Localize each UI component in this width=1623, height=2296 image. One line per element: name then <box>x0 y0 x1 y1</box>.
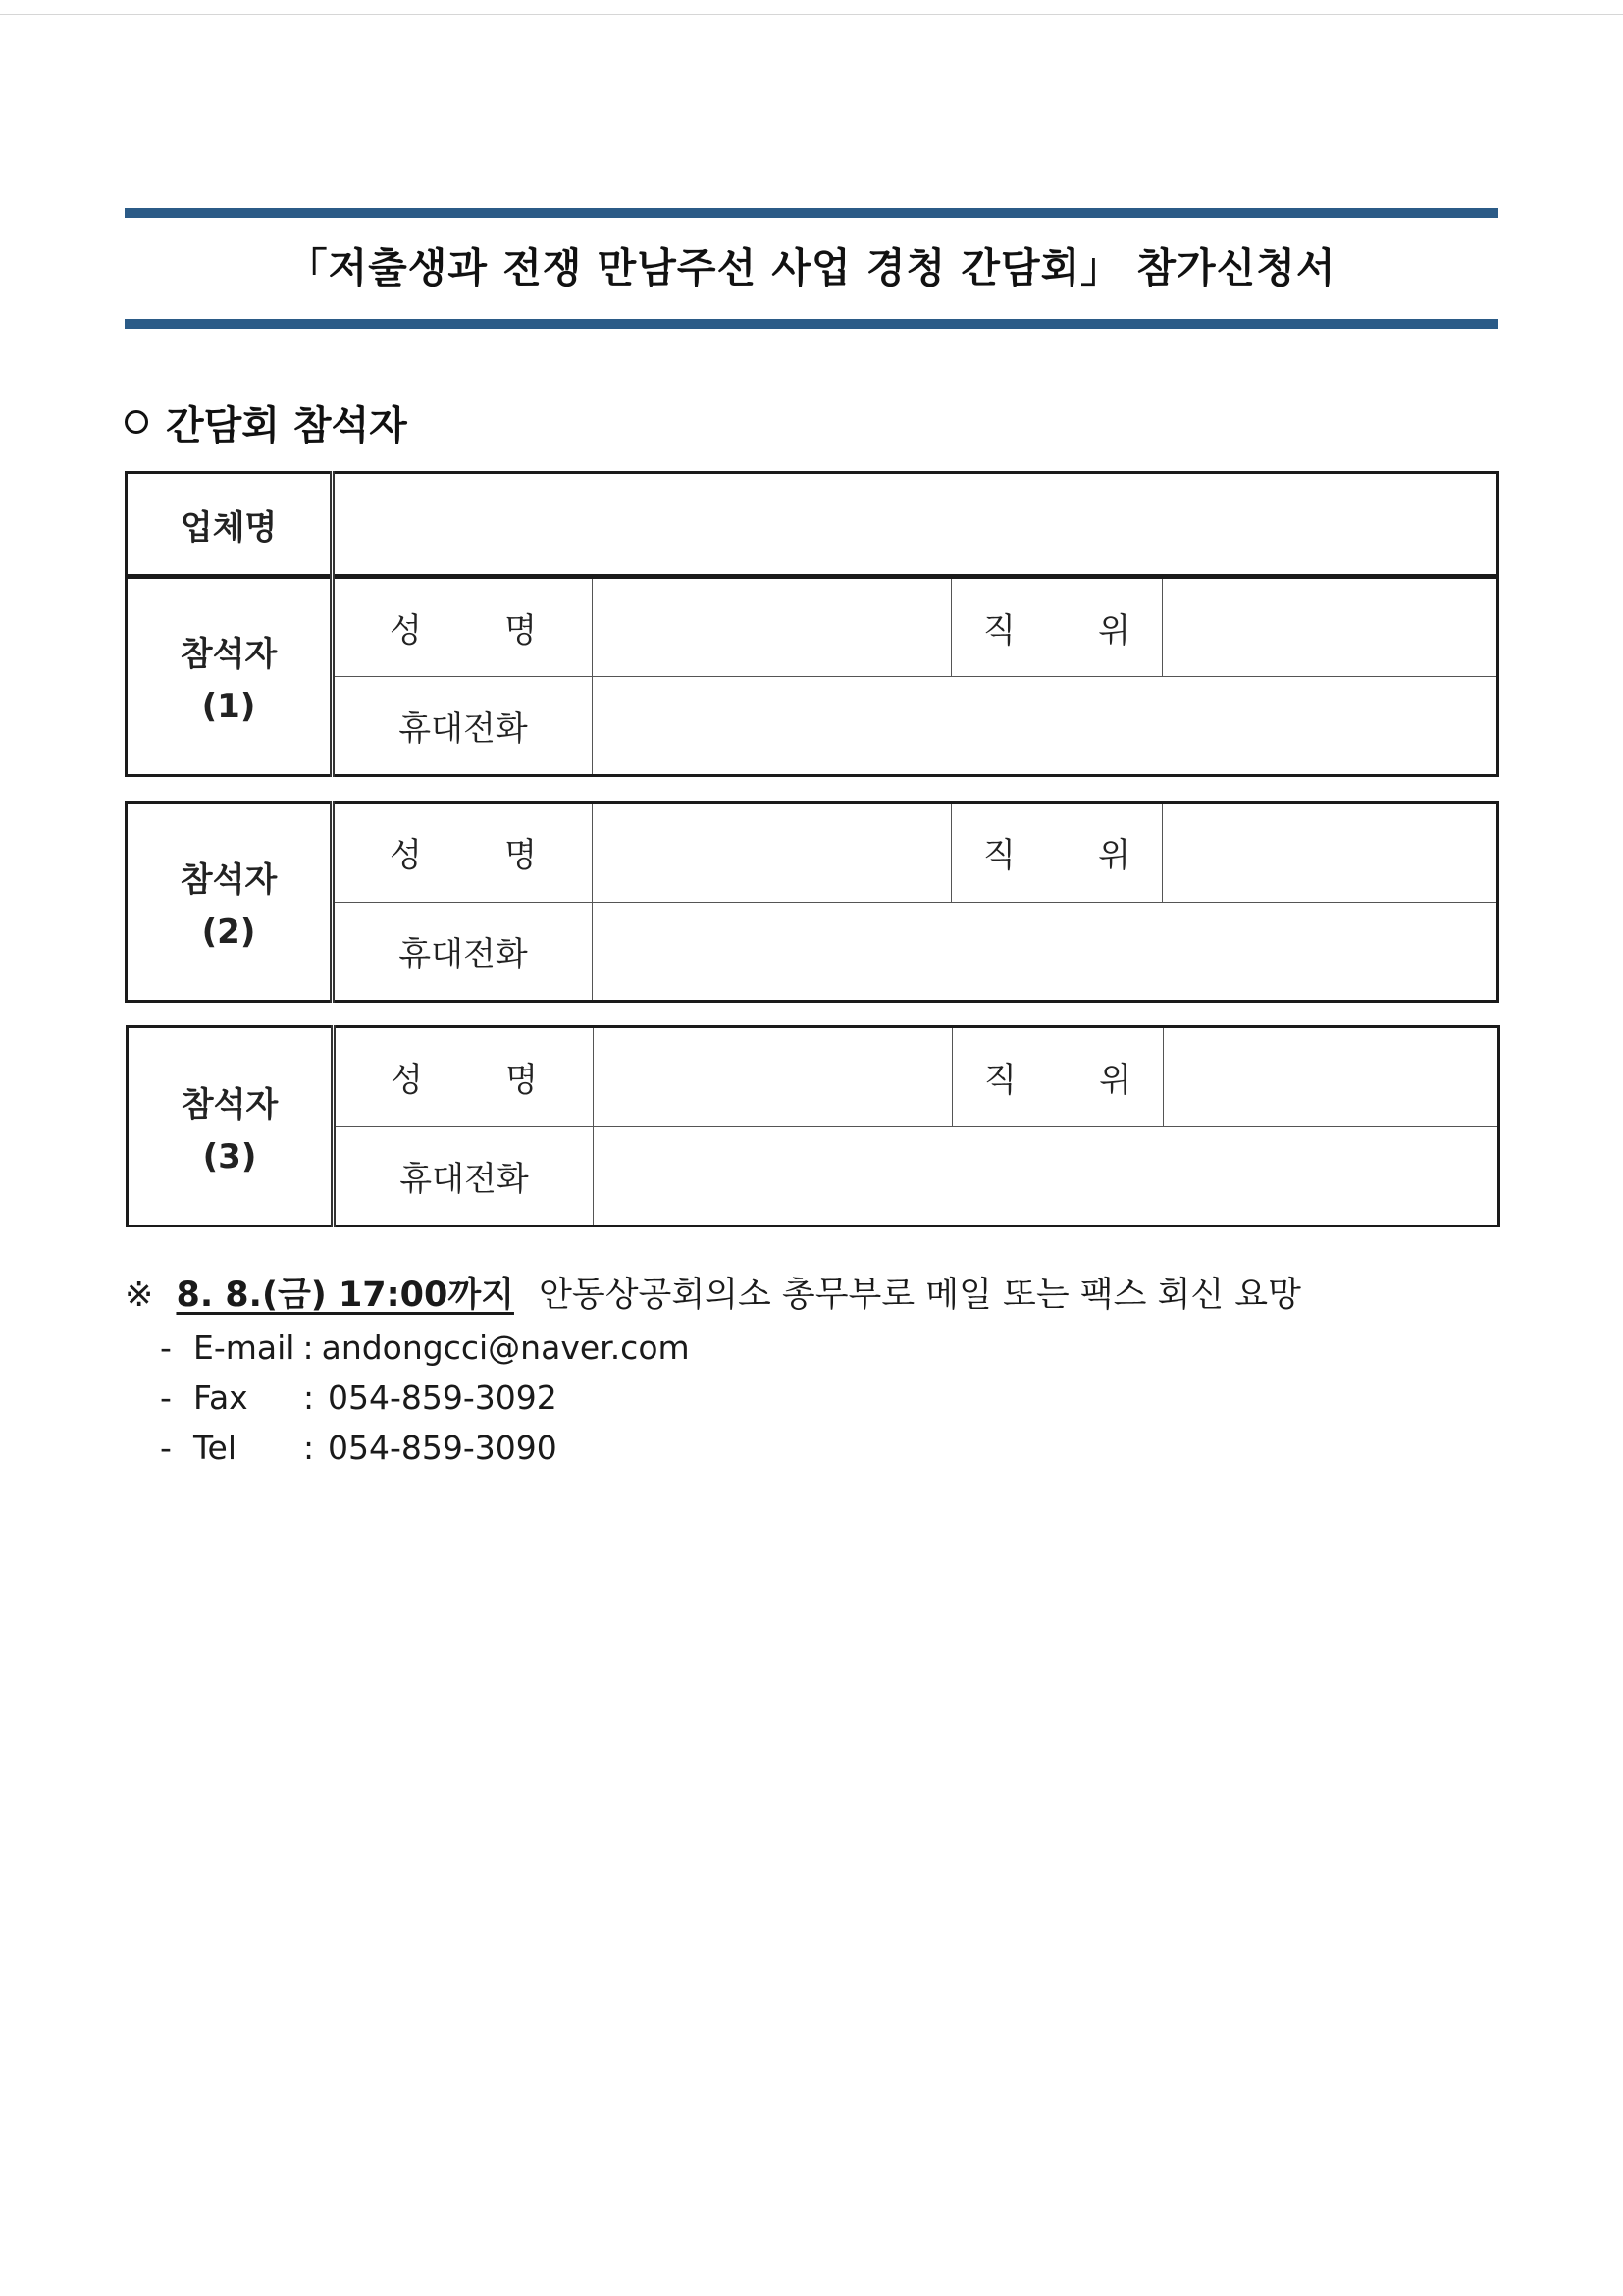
participant-2-phone-row <box>127 902 1498 1002</box>
title-top-bar <box>125 208 1498 218</box>
title-bottom-bar <box>125 319 1498 329</box>
name-label <box>333 578 593 677</box>
document-title: 「저출생과 전쟁 만남주선 사업 경청 간담회」 참가신청서 <box>287 244 1336 291</box>
name-label-text: 성 명 <box>390 836 537 876</box>
participant-1-number: (1) <box>201 687 256 726</box>
notice-text: 안동상공회의소 총무부로 메일 또는 팩스 회신 요망 <box>539 1276 1301 1315</box>
participant-2-label <box>127 803 333 1002</box>
contact-fax <box>160 1373 1301 1423</box>
participant-2-number: (2) <box>201 912 256 952</box>
name-label-text: 성 명 <box>391 1061 538 1101</box>
bullet-dash: - <box>160 1429 172 1467</box>
position-label-text: 직 위 <box>983 611 1130 651</box>
position-label <box>953 1027 1164 1127</box>
name-label-text: 성 명 <box>390 611 537 651</box>
bullet-dash: - <box>160 1329 172 1367</box>
participant-3-name-row <box>128 1027 1499 1127</box>
participant-1-phone-field[interactable] <box>593 677 1498 776</box>
contact-key-tel: Tel <box>193 1429 237 1467</box>
participant-1-name-field[interactable] <box>593 578 952 677</box>
participant-2-name-field[interactable] <box>593 803 952 903</box>
position-label-text: 직 위 <box>983 836 1130 876</box>
contact-tel <box>160 1423 1301 1473</box>
section-heading-text: 간담회 참석자 <box>166 402 407 448</box>
participant-1-phone-row <box>127 677 1498 776</box>
participant-2-phone-field[interactable] <box>593 902 1498 1002</box>
title-block <box>125 208 1498 329</box>
position-label <box>952 578 1163 677</box>
participant-3-position-field[interactable] <box>1164 1027 1499 1127</box>
submission-notice <box>125 1268 1301 1473</box>
participant-table-3 <box>126 1025 1500 1227</box>
participant-3-number: (3) <box>202 1136 257 1176</box>
participant-2-label-text: 참석자 <box>180 860 278 900</box>
company-table <box>125 471 1499 577</box>
contact-colon: : <box>303 1429 315 1467</box>
participant-1-label-text: 참석자 <box>180 635 278 674</box>
participant-table-2 <box>125 801 1499 1003</box>
notice-line <box>125 1268 1301 1323</box>
contact-key-email: E-mail <box>193 1329 295 1367</box>
contact-colon: : <box>303 1379 315 1417</box>
contact-colon: : <box>302 1329 314 1367</box>
scan-edge-line <box>0 14 1623 15</box>
company-row <box>127 473 1498 576</box>
phone-label: 휴대전화 <box>333 677 593 776</box>
contact-key-fax: Fax <box>193 1379 248 1417</box>
fax-number: 054-859-3092 <box>328 1379 557 1417</box>
company-label: 업체명 <box>127 473 333 576</box>
position-label-text: 직 위 <box>984 1061 1131 1101</box>
participant-table-1 <box>125 576 1499 777</box>
deadline-text: 8. 8.(금) 17:00까지 <box>176 1276 514 1315</box>
participant-1-position-field[interactable] <box>1163 578 1498 677</box>
participant-3-phone-field[interactable] <box>594 1126 1499 1226</box>
participant-2-position-field[interactable] <box>1163 803 1498 903</box>
participant-3-label-text: 참석자 <box>181 1084 279 1124</box>
tel-number: 054-859-3090 <box>328 1429 557 1467</box>
name-label <box>333 803 593 903</box>
participant-3-phone-row <box>128 1126 1499 1226</box>
participant-1-name-row <box>127 578 1498 677</box>
phone-label: 휴대전화 <box>334 1126 594 1226</box>
company-field[interactable] <box>333 473 1498 576</box>
participant-3-label <box>128 1027 334 1226</box>
section-heading <box>125 392 407 451</box>
phone-label: 휴대전화 <box>333 902 593 1002</box>
position-label <box>952 803 1163 903</box>
bullet-dash: - <box>160 1379 172 1417</box>
email-address[interactable]: andongcci@naver.com <box>321 1329 690 1367</box>
circle-bullet-icon <box>125 410 148 434</box>
participant-1-label <box>127 578 333 776</box>
contact-email <box>160 1323 1301 1373</box>
reference-mark: ※ <box>125 1276 154 1315</box>
name-label <box>334 1027 594 1127</box>
participant-3-name-field[interactable] <box>594 1027 953 1127</box>
participant-2-name-row <box>127 803 1498 903</box>
